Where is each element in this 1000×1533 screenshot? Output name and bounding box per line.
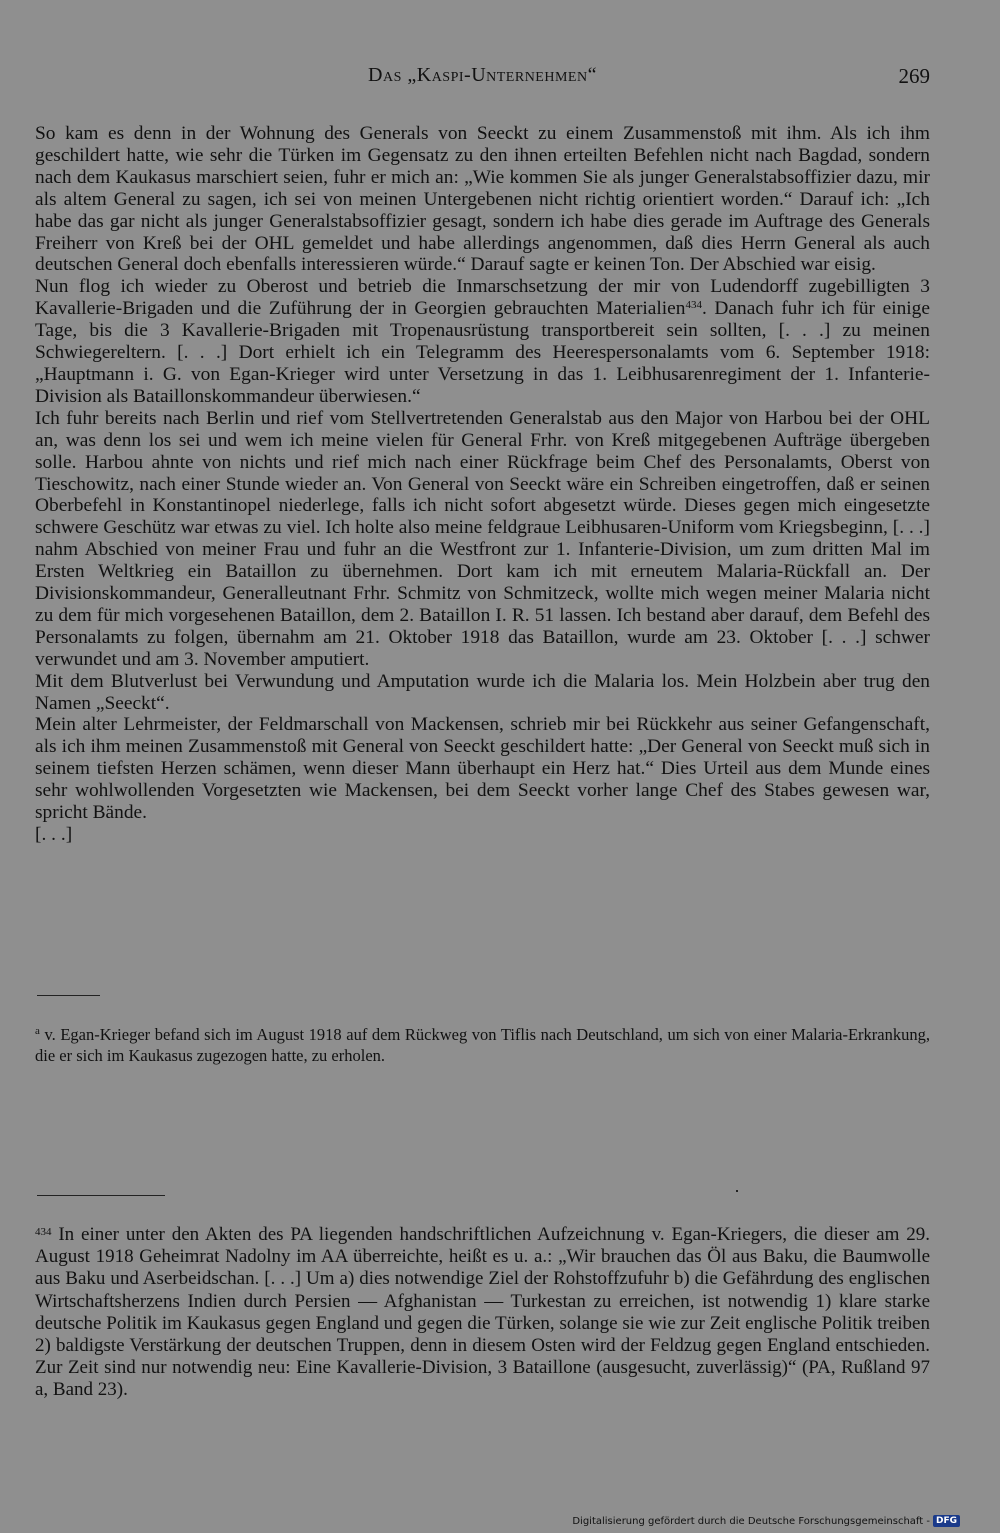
footnote-reference[interactable]: 434 <box>685 299 702 312</box>
paragraph-text: Nun flog ich wieder zu Oberost und betrieb die Inmarschsetzung der mir von Ludendorff zugebilligten 3 Kavallerie-Brigaden und die Zuführung der in Georgien gebrauchten Materialien <box>35 276 930 320</box>
footnote-text: In einer unter den Akten des PA liegenden handschriftlichen Aufzeichnung v. Egan-Kriegers, die dieser am 29. August 1918 Geheimrat Nadolny im AA überreichte, heißt es u. a.: „Wir brauchen das Öl aus Baku, die Baumwolle aus Baku und Aserbeidschan. [. . .] Um a) dies notwendige Ziel der Rohstoffzufuhr b) die Gefährdung des englischen Wirtschaftsherzens Indien durch Persien — Afghanistan — Turkestan zu erreichen, ist notwendig 1) klare starke deutsche Politik im Kaukasus gegen England und gegen die Türken, solange sie wie zur Zeit englische Politik treiben 2) baldigste Verstärkung der deutschen Truppen, denn in diesem Osten wird der Feldzug gegen England entschieden. Zur Zeit sind nur notwendig neu: Eine Kavallerie-Division, 3 Bataillone (ausgesucht, zuverlässig)“ (PA, Rußland 97 a, Band 23). <box>35 1224 930 1401</box>
footnote-marker: 434 <box>35 1226 52 1238</box>
footnote-434 <box>35 1224 930 1402</box>
note-marker: a <box>35 1025 40 1037</box>
footnote-divider <box>37 1195 165 1196</box>
credit-text: Digitalisierung gefördert durch die Deutsche Forschungsgemeinschaft - <box>572 1515 930 1527</box>
omission-mark: [. . .] <box>35 824 73 845</box>
note-text: v. Egan-Krieger befand sich im August 1918 auf dem Rückweg von Tiflis nach Deutschland, um sich von einer Malaria-Erkrankung, die er sich im Kaukasus zugezogen hatte, zu erholen. <box>35 1025 930 1065</box>
scan-speck <box>736 1190 738 1192</box>
page-header <box>35 64 930 90</box>
paragraph-text: . Danach fuhr ich für einige Tage, bis die 3 Kavallerie-Brigaden mit Tropenausrüstung transportbereit sein sollten, [. . .] zu meinen Schwiegereltern. [. . .] Dort erhielt ich ein Telegramm des Heerespersonalamts vom 6. September 1918: „Hauptmann i. G. von Egan-Krieger wird unter Versetzung in das 1. Leibhusarenregiment der 1. Infanterie-Division als Bataillonskommandeur überwiesen.“ <box>35 298 930 407</box>
paragraph: Mein alter Lehrmeister, der Feldmarschall von Mackensen, schrieb mir bei Rückkehr aus seiner Gefangenschaft, als ich ihm meinen Zusammenstoß mit General von Seeckt geschildert hatte: „Der General von Seeckt muß sich in seinem tiefsten Herzen schämen, wenn dieser Mann überhaupt ein Herz hat.“ Dies Urteil aus dem Munde eines sehr wohlwollenden Vorgesetzten wie Mackensen, bei dem Seeckt vorher lange Chef des Stabes gewesen war, spricht Bände. <box>35 714 930 824</box>
paragraph <box>35 276 930 407</box>
paragraph: Mit dem Blutverlust bei Verwundung und Amputation wurde ich die Malaria los. Mein Holzbein aber trug den Namen „Seeckt“. <box>35 670 930 714</box>
paragraph: So kam es denn in der Wohnung des Generals von Seeckt zu einem Zusammenstoß mit ihm. Als ich ihm geschildert hatte, wie sehr die Türken im Gegensatz zu den ihnen erteilten Befehlen nicht nach Bagdad, sondern nach dem Kaukasus marschiert seien, fuhr er mich an: „Wie kommen Sie als junger Generalstabsoffizier dazu, mir als altem General zu sagen, ich sei von meinen Untergebenen nicht richtig orientiert worden.“ Darauf ich: „Ich habe das gar nicht als junger Generalstabsoffizier gesagt, sondern ich habe dies gerade im Auftrage des Generals Freiherr von Kreß bei der OHL gemeldet und habe allerdings angenommen, daß dies Herrn General als auch deutschen General doch ebenfalls interessieren würde.“ Darauf sagte er keinen Ton. Der Abschied war eisig. <box>35 123 930 276</box>
running-head: Das „Kaspi-Unternehmen“ <box>368 64 597 86</box>
page-number: 269 <box>898 64 930 88</box>
dfg-logo-icon: DFG <box>933 1515 960 1527</box>
main-text <box>35 123 930 846</box>
paragraph: Ich fuhr bereits nach Berlin und rief vom Stellvertretenden Generalstab aus den Major von Harbou bei der OHL an, was denn los sei und wem ich meine vielen für General Frhr. von Kreß mitgegebenen Aufträge übergeben solle. Harbou ahnte von nichts und rief mich nach einer Rückfrage beim Chef des Personalamts, Oberst von Tieschowitz, nach einer Stunde wieder an. Von General von Seeckt wäre ein Schreiben eingetroffen, daß er seinen Oberbefehl in Konstantinopel niederlege, falls ich nicht sofort abgesetzt würde. Dieses gegen mich eingesetzte schwere Geschütz war etwas zu viel. Ich holte also meine feldgraue Leibhusaren-Uniform vom Kriegsbeginn, [. . .] nahm Abschied von meiner Frau und fuhr an die Westfront zur 1. Infanterie-Division, um zum dritten Mal im Ersten Weltkrieg ein Bataillon zu übernehmen. Dort kam ich mit erneutem Malaria-Rückfall an. Der Divisionskommandeur, Generalleutnant Frhr. Schmitz von Schmitzeck, wollte mich wegen meiner Malaria nicht zu dem für mich vorgesehenen Bataillon, dem 2. Bataillon I. R. 51 lassen. Ich bestand aber darauf, dem Befehl des Personalamts zu folgen, übernahm am 21. Oktober 1918 das Bataillon, wurde am 23. Oktober [. . .] schwer verwundet und am 3. November amputiert. <box>35 407 930 670</box>
note-divider <box>37 995 100 996</box>
digitization-credit <box>572 1515 960 1527</box>
editorial-note <box>35 1024 930 1066</box>
